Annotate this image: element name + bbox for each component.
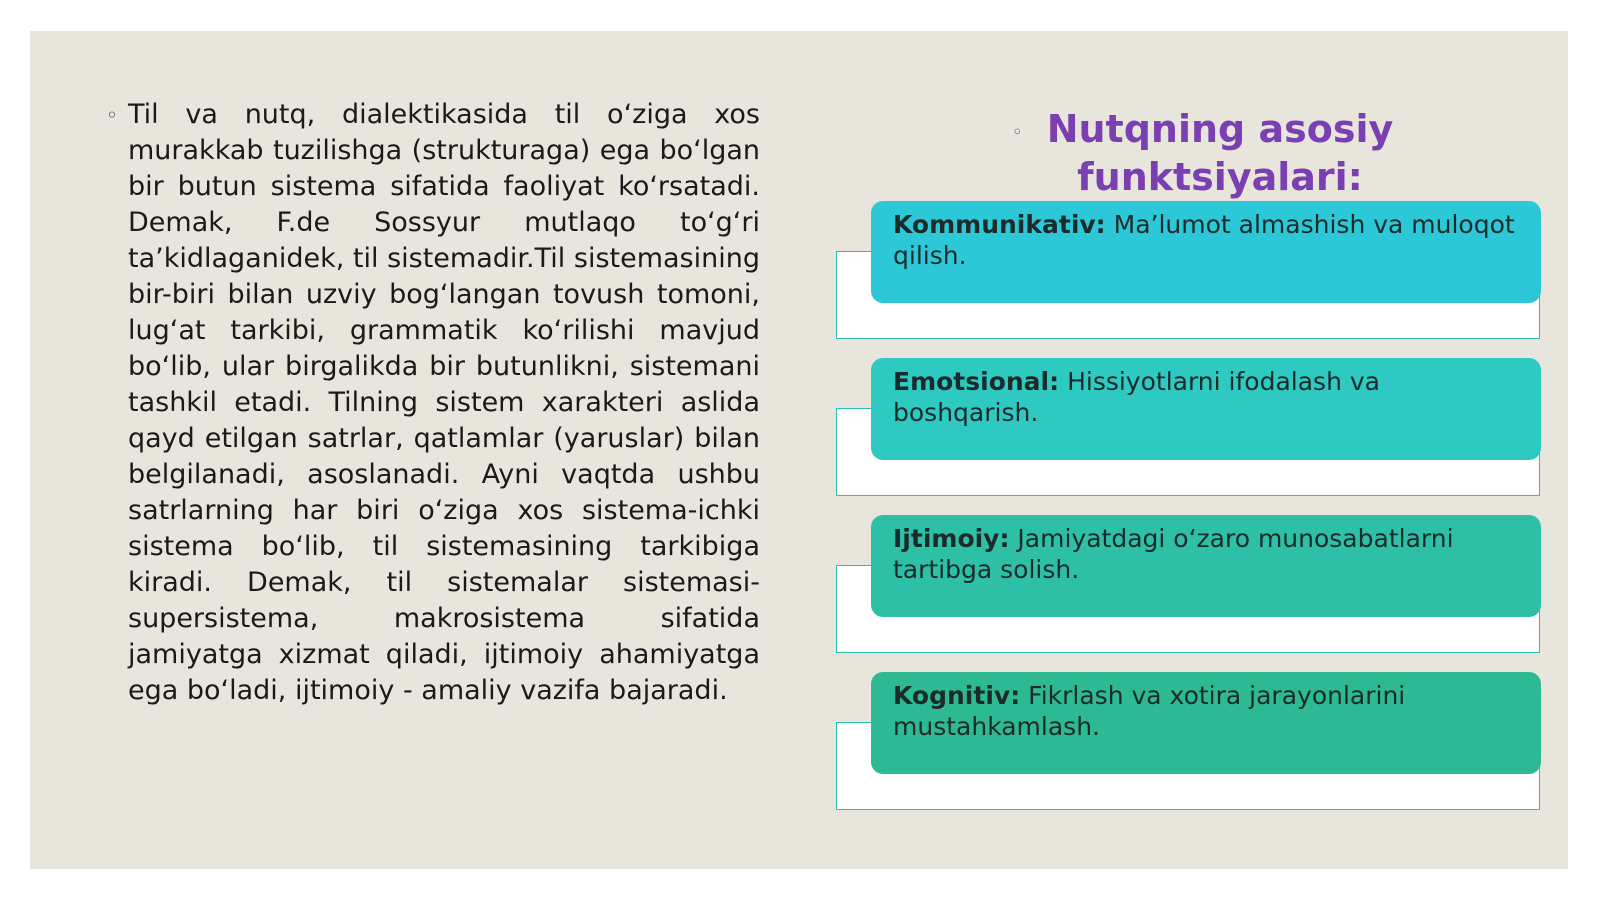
function-card-kommunikativ (871, 201, 1541, 303)
function-desc: Jamiyatdagi o‘zaro munosabatlarni tartibga solish. (893, 524, 1454, 584)
function-term: Kognitiv: (893, 681, 1021, 710)
function-desc: Fikrlash va xotira jarayonlarini mustahkamlash. (893, 681, 1406, 741)
bullet-icon: ◦ (1012, 122, 1023, 143)
main-paragraph (106, 97, 760, 709)
function-desc: Hissiyotlarni ifodalash va boshqarish. (893, 367, 1380, 427)
function-card-ijtimoiy (871, 515, 1541, 617)
function-card-emotsional (871, 358, 1541, 460)
bullet-icon: ◦ (106, 103, 118, 127)
slide (30, 31, 1568, 869)
main-paragraph-text: Til va nutq, dialektikasida til o‘ziga xos murakkab tuzilishga (strukturaga) ega bo‘lgan bir butun sistema sifatida faoliyat ko‘rsatadi. Demak, F.de Sossyur mutlaqo to‘g‘ri ta’kidlaganidek, til sistemadir.Til sistemasining bir-biri bilan uzviy bog‘langan tovush tomoni, lug‘at tarkibi, grammatik ko‘rilishi mavjud bo‘lib, ular birgalikda bir butunlikni, sistemani tashkil etadi. Tilning sistem xarakteri aslida qayd etilgan satrlar, qatlamlar (yaruslar) bilan belgilanadi, asoslanadi. Ayni vaqtda ushbu satrlarning har biri o‘ziga xos sistema-ichki sistema bo‘lib, til sistemasining tarkibiga kiradi. Demak, til sistemalar sistemasi-supersistema, makrosistema sifatida jamiyatga xizmat qiladi, ijtimoiy ahamiyatga ega bo‘ladi, ijtimoiy - amaliy vazifa bajaradi. (128, 99, 760, 706)
function-desc: Ma’lumot almashish va muloqot qilish. (893, 210, 1515, 270)
functions-heading-text: Nutqning asosiy funktsiyalari: (1046, 107, 1394, 199)
function-term: Kommunikativ: (893, 210, 1106, 239)
function-term: Emotsional: (893, 367, 1060, 396)
function-card-kognitiv (871, 672, 1541, 774)
function-term: Ijtimoiy: (893, 524, 1010, 553)
functions-heading (990, 105, 1450, 201)
